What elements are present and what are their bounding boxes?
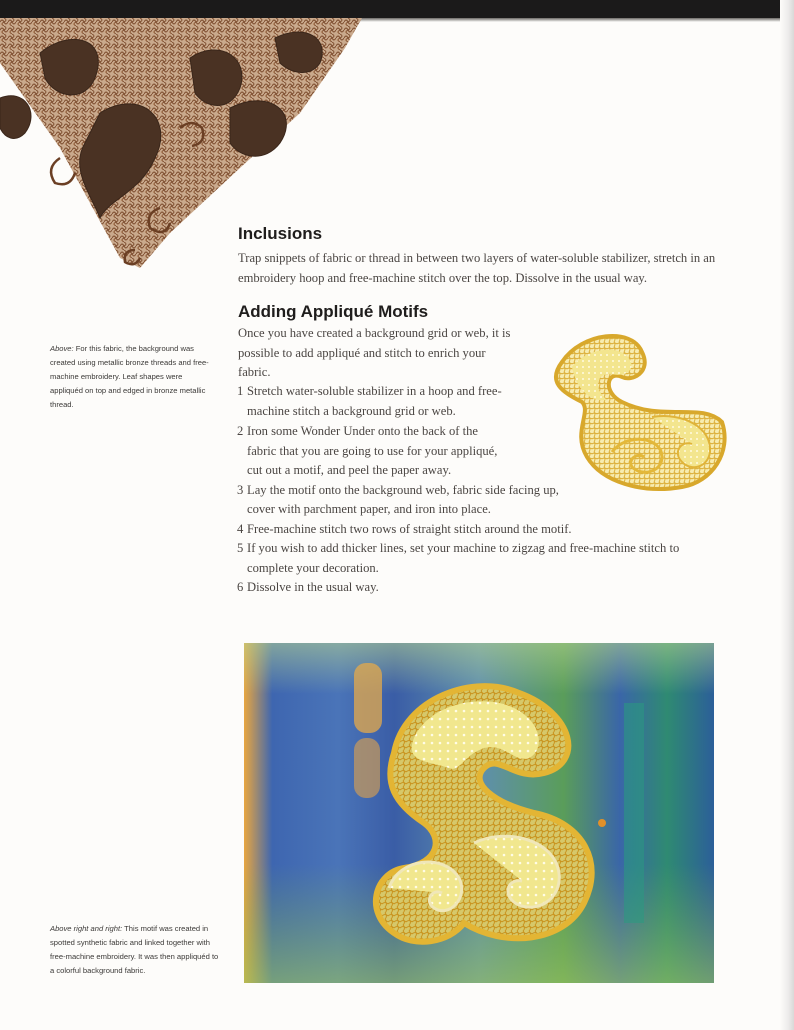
teal-streak bbox=[624, 703, 644, 923]
applique-intro-text: Once you have created a background grid or web, it is possible to add appliqué and stitch to enrich your fabric. bbox=[238, 326, 511, 379]
step-text: Dissolve in the usual way. bbox=[247, 580, 379, 594]
page-top-edge bbox=[0, 0, 794, 18]
step-4 bbox=[237, 520, 647, 540]
step-2 bbox=[237, 422, 503, 481]
step-number: 3 bbox=[237, 482, 244, 497]
step-text: Iron some Wonder Under onto the back of the fabric that you are going to use for your appliqué, cut out a motif, and peel the paper away. bbox=[247, 424, 498, 477]
leaf-shape-4 bbox=[230, 101, 286, 156]
caption-text: This motif was created in spotted synthetic fabric and linked together with free-machine embroidery. It was then appliquéd to a colorful background fabric. bbox=[50, 924, 219, 975]
caption-bottom bbox=[50, 922, 220, 978]
orange-dot bbox=[598, 819, 606, 827]
step-text: Free-machine stitch two rows of straight stitch around the motif. bbox=[247, 521, 572, 536]
leaf-shape-3 bbox=[190, 50, 242, 106]
page-spine-shadow bbox=[780, 0, 794, 1030]
step-number: 5 bbox=[237, 541, 244, 555]
caption-text: For this fabric, the background was created using metallic bronze threads and free-machine embroidery. Leaf shapes were appliquéd on top and edged in bronze metallic thread. bbox=[50, 344, 209, 409]
leaf-shape-5 bbox=[0, 96, 31, 139]
step-number: 6 bbox=[237, 580, 244, 594]
step-number: 2 bbox=[237, 424, 244, 438]
step-1 bbox=[237, 382, 521, 421]
step-text: Stretch water-soluble stabilizer in a hoop and free-machine stitch a background grid or web. bbox=[247, 384, 502, 418]
step-text: If you wish to add thicker lines, set your machine to zigzag and free-machine stitch to complete your decoration. bbox=[247, 541, 680, 575]
step-5 bbox=[237, 539, 717, 578]
step-6 bbox=[237, 578, 547, 598]
applique-heading: Adding Appliqué Motifs bbox=[238, 302, 429, 321]
orange-streak-2 bbox=[354, 738, 380, 798]
step-number: 1 bbox=[237, 384, 244, 398]
inclusions-heading: Inclusions bbox=[238, 224, 323, 243]
colorful-background-applique-photo bbox=[244, 643, 714, 983]
caption-lead: Above: bbox=[50, 344, 74, 353]
step-text: Lay the motif onto the background web, fabric side facing up, cover with parchment paper, and iron into place. bbox=[247, 482, 559, 516]
step-3 bbox=[237, 481, 567, 520]
caption-lead: Above right and right: bbox=[50, 924, 123, 933]
step-number: 4 bbox=[237, 521, 244, 536]
caption-top bbox=[50, 342, 214, 412]
inclusions-text: Trap snippets of fabric or thread in between two layers of water-soluble stabilizer, stretch in an embroidery hoop and free-machine stitch over the top. Dissolve in the usual way. bbox=[238, 251, 716, 285]
applique-steps-list bbox=[237, 382, 717, 598]
orange-streak-1 bbox=[354, 663, 382, 733]
